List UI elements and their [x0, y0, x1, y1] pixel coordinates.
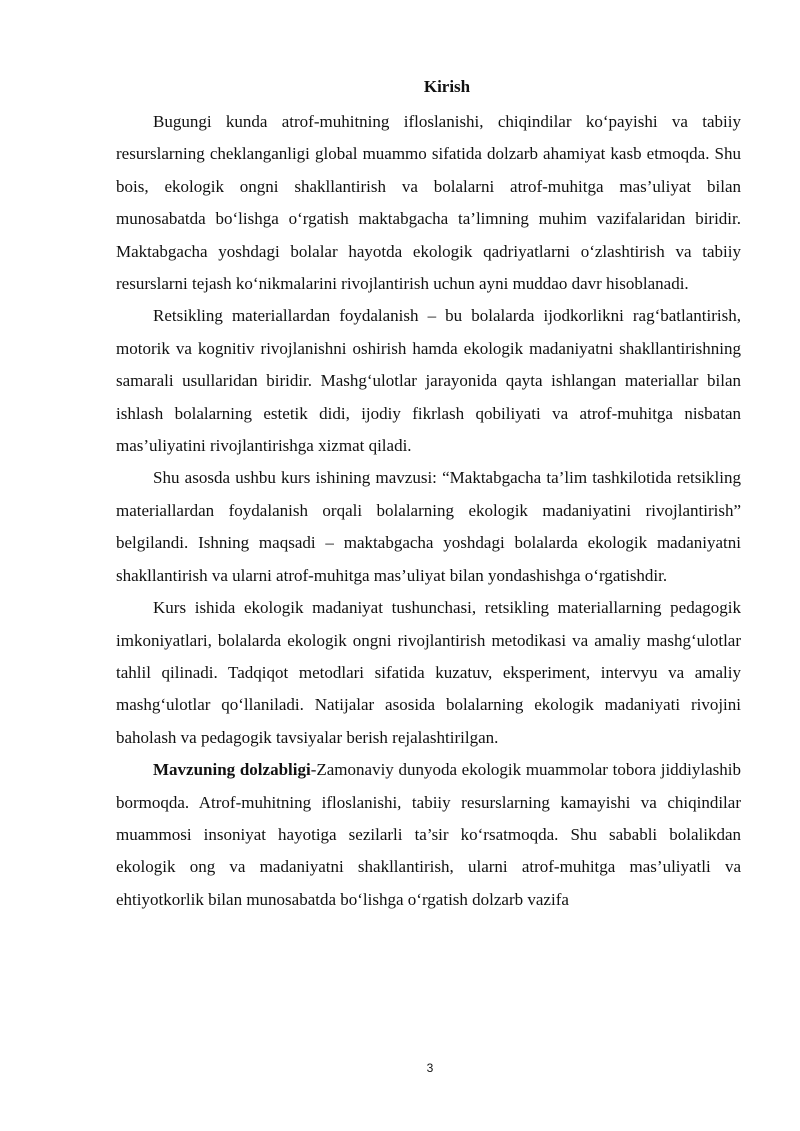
paragraph-text: -Zamonaviy dunyoda ekologik muammolar tobora jiddiylashib bormoqda. Atrof-muhitning ifloslanishi, tabiiy resurslarning kamayishi va chiqindilar muammosi insoniyat hayotiga sezilarli ta’sir koʻrsatmoqda. Shu sababli bolalikdan ekologik ong va madaniyatni shakllantirish, ularni atrof-muhitga mas’uliyatli va ehtiyotkorlik bilan munosabatda boʻlishga oʻrgatish dolzarb vazifa	[116, 760, 741, 909]
paragraph-text: Bugungi kunda atrof-muhitning ifloslanishi, chiqindilar koʻpayishi va tabiiy resurslarning cheklanganligi global muammo sifatida dolzarb ahamiyat kasb etmoqda. Shu bois, ekologik ongni shakllantirish va bolalarni atrof-muhitga mas’uliyat bilan munosabatda boʻlishga oʻrgatish maktabgacha ta’limning muhim vazifalaridan biridir. Maktabgacha yoshdagi bolalar hayotda ekologik qadriyatlarni oʻzlashtirish va tabiiy resurslarni tejash koʻnikmalarini rivojlantirish uchun ayni muddao davr hisoblanadi.	[116, 112, 741, 294]
page-number: 3	[426, 1061, 434, 1075]
paragraph	[116, 106, 741, 300]
paragraph	[116, 462, 741, 592]
body-text	[116, 106, 741, 916]
paragraph-lead-bold: Mavzuning dolzabligi	[153, 760, 311, 780]
paragraph-text: Retsikling materiallardan foydalanish – bu bolalarda ijodkorlikni ragʻbatlantirish, motorik va kognitiv rivojlanishni oshirish hamda ekologik madaniyatni shakllantirishning samarali usullaridan biridir. Mashgʻulotlar jarayonida qayta ishlangan materiallar bilan ishlash bolalarning estetik didi, ijodiy fikrlash qobiliyati va atrof-muhitga nisbatan mas’uliyatini rivojlantirishga xizmat qiladi.	[116, 306, 741, 456]
section-title: Kirish	[423, 77, 471, 96]
paragraph	[116, 754, 741, 916]
paragraph	[116, 300, 741, 462]
paragraph	[116, 592, 741, 754]
paragraph-text: Kurs ishida ekologik madaniyat tushunchasi, retsikling materiallarning pedagogik imkoniyatlari, bolalarda ekologik ongni rivojlantirish metodikasi va amaliy mashgʻulotlar tahlil qilinadi. Tadqiqot metodlari sifatida kuzatuv, eksperiment, intervyu va amaliy mashgʻulotlar qoʻllaniladi. Natijalar asosida bolalarning ekologik madaniyati rivojini baholash va pedagogik tavsiyalar berish rejalashtirilgan.	[116, 598, 741, 747]
paragraph-text: Shu asosda ushbu kurs ishining mavzusi: “Maktabgacha ta’lim tashkilotida retsikling materiallardan foydalanish orqali bolalarning ekologik madaniyatini rivojlantirish” belgilandi. Ishning maqsadi – maktabgacha yoshdagi bolalarda ekologik madaniyatni shakllantirish va ularni atrof-muhitga mas’uliyat bilan yondashishga oʻrgatishdir.	[116, 468, 741, 585]
